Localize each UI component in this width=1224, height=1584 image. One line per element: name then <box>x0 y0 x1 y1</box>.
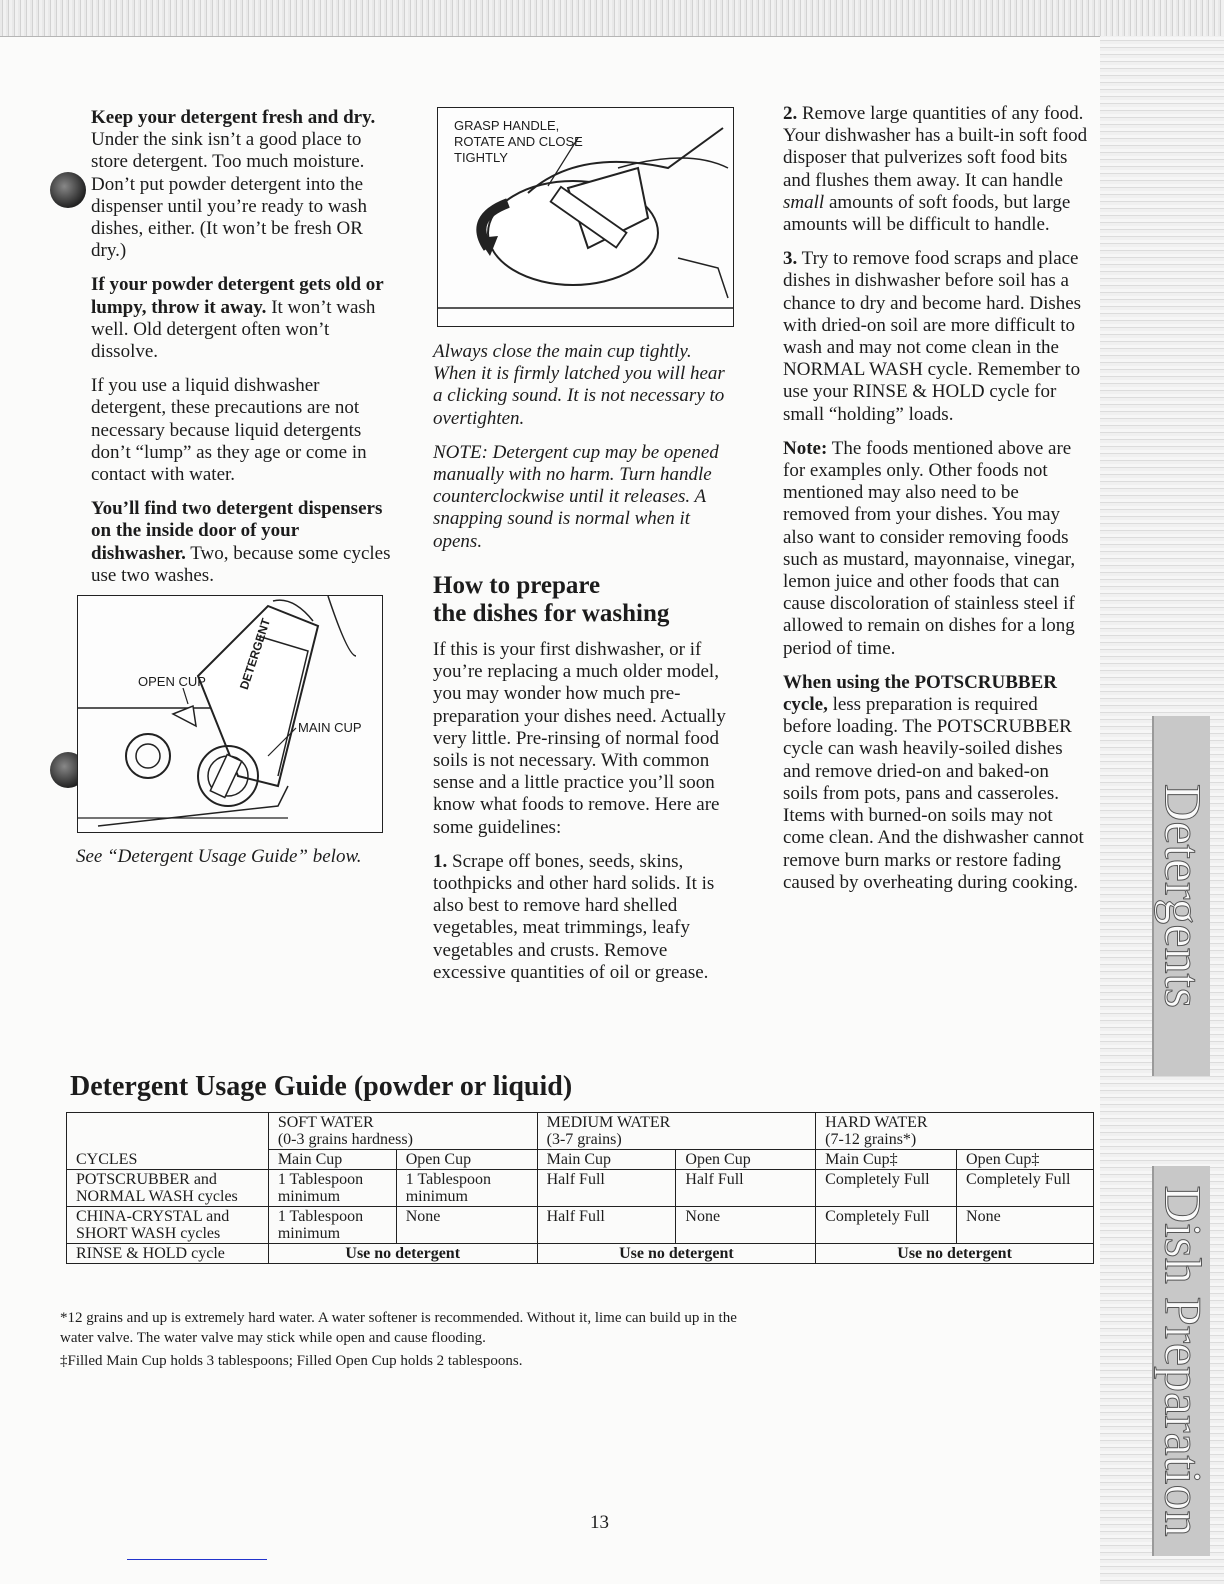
grasp-handle-label: GRASP HANDLE, ROTATE AND CLOSE TIGHTLY <box>454 118 583 165</box>
table-cell: RINSE & HOLD cycle <box>67 1244 269 1264</box>
column-3 <box>783 103 1088 906</box>
grasp-handle-illustration <box>437 107 734 327</box>
bold-lead: You’ll find two detergent dispensers on the inside door of your dishwasher. <box>91 498 383 564</box>
table-cell: Main Cup‡ <box>816 1150 957 1170</box>
header-text: SOFT WATER <box>277 1114 374 1131</box>
open-cup-label: OPEN CUP <box>138 674 206 689</box>
table-cell: Completely Full <box>816 1207 957 1244</box>
main-cup-label: MAIN CUP <box>298 720 362 735</box>
latch-caption: Always close the main cup tightly. When it is firmly latched you will hear a clicking sound. It is not necessary to overtighten. <box>433 341 725 429</box>
step-number: 1. <box>433 850 448 872</box>
table-row <box>67 1244 1094 1264</box>
medium-water-header <box>537 1113 816 1150</box>
column-2-captions <box>433 341 738 565</box>
table-cell: Main Cup <box>537 1150 676 1170</box>
paragraph-text: Under the sink isn’t a good place to store detergent. Too much moisture. Don’t put powder detergent into the dispenser until you’re ready to wash dishes, either. (It won’t be fresh OR dry.) <box>91 129 367 262</box>
table-cell: Half Full <box>537 1170 676 1207</box>
paragraph <box>91 274 391 363</box>
soft-water-header <box>268 1113 537 1150</box>
footnote-hard-water: *12 grains and up is extremely hard water. A water softener is recommended. Without it, lime can build up in the water valve. The water valve may stick while open and cause flooding. <box>60 1310 737 1346</box>
column-1 <box>91 107 391 599</box>
table-cell: CHINA-CRYSTAL and SHORT WASH cycles <box>67 1207 269 1244</box>
paragraph <box>783 438 1088 660</box>
scan-top-band <box>0 0 1224 37</box>
header-subtext: (7-12 grains*) <box>825 1131 917 1148</box>
footnote-cup-capacity: ‡Filled Main Cup holds 3 tablespoons; Filled Open Cup holds 2 tablespoons. <box>60 1353 523 1369</box>
table-cell: 1 Tablespoon minimum <box>268 1170 396 1207</box>
section-heading <box>433 572 669 628</box>
paragraph-text: Two, because some cycles use two washes. <box>91 542 391 586</box>
table-cell: None <box>957 1207 1094 1244</box>
paragraph-text: Scrape off bones, seeds, skins, toothpicks and other hard solids. It is also best to remove hard shelled vegetables, meat trimmings, leafy vegetables and crusts. Remove excessive quantities of oil or grease. <box>433 850 715 983</box>
page-number: 13 <box>590 1512 609 1533</box>
table-cell: 1 Tablespoon minimum <box>268 1207 396 1244</box>
paragraph: If this is your first dishwasher, or if you’re replacing a much older model, you may wonder how much pre-preparation your dishes need. Actually very little. Pre-rinsing of normal food soils is not necessary. With common sense and a little practice you’ll soon know what foods to remove. Here are some guidelines: <box>433 639 726 838</box>
paragraph-text: Try to remove food scraps and place dishes in dishwasher before soil has a chance to dry and become hard. Dishes with dried-on soil are more difficult to wash and may not come clean in the NORMAL WASH cycle. Remember to use your RINSE & HOLD cycle for small “holding” loads. <box>783 248 1082 425</box>
table-cell: None <box>676 1207 816 1244</box>
scan-line <box>127 1559 267 1560</box>
dispenser-drawing <box>78 596 382 832</box>
detergent-usage-table <box>66 1112 1094 1264</box>
column-2-body <box>433 639 735 996</box>
table-cell: Main Cup <box>268 1150 396 1170</box>
paragraph <box>783 672 1088 894</box>
table-cell: 1 Tablespoon minimum <box>396 1170 537 1207</box>
table-row <box>67 1207 1094 1244</box>
table-cell <box>67 1113 269 1150</box>
paragraph <box>783 248 1088 426</box>
table-cell: POTSCRUBBER and NORMAL WASH cycles <box>67 1170 269 1207</box>
heading-line: How to prepare <box>433 572 601 599</box>
side-tab-detergents <box>1152 716 1210 1076</box>
paragraph-text: The foods mentioned above are for examples only. Other foods not mentioned may also need to be removed from your dishes. You may also want to consider removing foods such as mustard, mayonnaise, vinegar, lemon juice and other foods that can cause discoloration of stainless steel if allowed to remain on dishes for a long period of time. <box>783 437 1076 659</box>
step-number: 2. <box>783 103 798 124</box>
table-cell: Open Cup‡ <box>957 1150 1094 1170</box>
side-tab-dish-preparation-label: Dish Preparation <box>1153 1185 1211 1537</box>
dispenser-illustration <box>77 595 383 833</box>
table-row <box>67 1170 1094 1207</box>
table-cell: None <box>396 1207 537 1244</box>
table-cell: Use no detergent <box>268 1244 537 1264</box>
paragraph-text: Remove large quantities of any food. Your dishwasher has a built-in soft food disposer that pulverizes soft food bits and flushes them away. It can handle <box>783 103 1088 191</box>
table-cell: Use no detergent <box>537 1244 816 1264</box>
paragraph: If you use a liquid dishwasher detergent, these precautions are not necessary because liquid detergents don’t “lump” as they age or come in contact with water. <box>91 375 367 486</box>
paragraph <box>433 851 735 984</box>
header-subtext: (0-3 grains hardness) <box>277 1131 413 1148</box>
hard-water-header <box>816 1113 1094 1150</box>
step-number: 3. <box>783 248 798 270</box>
bold-lead: Note: <box>783 437 828 459</box>
bold-lead: When using the POTSCRUBBER cycle, <box>783 671 1057 716</box>
table-cell: Open Cup <box>676 1150 816 1170</box>
header-text: HARD WATER <box>825 1114 928 1131</box>
table-cell: Completely Full <box>957 1170 1094 1207</box>
section-tab-strip <box>1100 36 1224 1584</box>
dispenser-caption: See “Detergent Usage Guide” below. <box>76 846 362 867</box>
table-cell: Completely Full <box>816 1170 957 1207</box>
side-tab-detergents-label: Detergents <box>1153 783 1211 1009</box>
bold-lead: If your powder detergent gets old or lumpy, throw it away. <box>91 274 384 318</box>
detergent-box-label: DETERGENT <box>236 616 274 692</box>
paragraph <box>91 107 391 262</box>
table-cell: Use no detergent <box>816 1244 1094 1264</box>
paragraph-text: less preparation is required before loading. The POTSCRUBBER cycle can wash heavily-soiled dishes and remove dried-on and baked-on soils from pots, pans and casseroles. Items with burned-on soils may not come clean. And the dishwasher cannot remove burn marks or restore fading caused by overheating during cooking. <box>783 694 1084 893</box>
header-subtext: (3-7 grains) <box>546 1131 622 1148</box>
paragraph-text: It won’t wash well. Old detergent often won’t dissolve. <box>91 296 376 363</box>
emphasis: small <box>783 191 825 213</box>
heading-line: the dishes for washing <box>433 600 670 627</box>
bold-lead: Keep your detergent fresh and dry. <box>91 107 376 128</box>
side-tab-dish-preparation <box>1152 1166 1210 1556</box>
table-row <box>67 1150 1094 1170</box>
table-cell: Open Cup <box>396 1150 537 1170</box>
cycles-header: CYCLES <box>67 1150 269 1170</box>
note-caption: NOTE: Detergent cup may be opened manually with no harm. Turn handle counterclockwise until it releases. A snapping sound is normal when it opens. <box>433 441 719 552</box>
table-cell: Half Full <box>676 1170 816 1207</box>
header-text: MEDIUM WATER <box>546 1114 671 1131</box>
table-cell: Half Full <box>537 1207 676 1244</box>
paragraph <box>783 103 1088 236</box>
table-row <box>67 1113 1094 1150</box>
paragraph-text: amounts of soft foods, but large amounts will be difficult to handle. <box>783 191 1071 236</box>
paragraph <box>91 498 391 587</box>
usage-guide-title: Detergent Usage Guide (powder or liquid) <box>70 1071 573 1102</box>
binder-hole-icon <box>50 172 86 208</box>
